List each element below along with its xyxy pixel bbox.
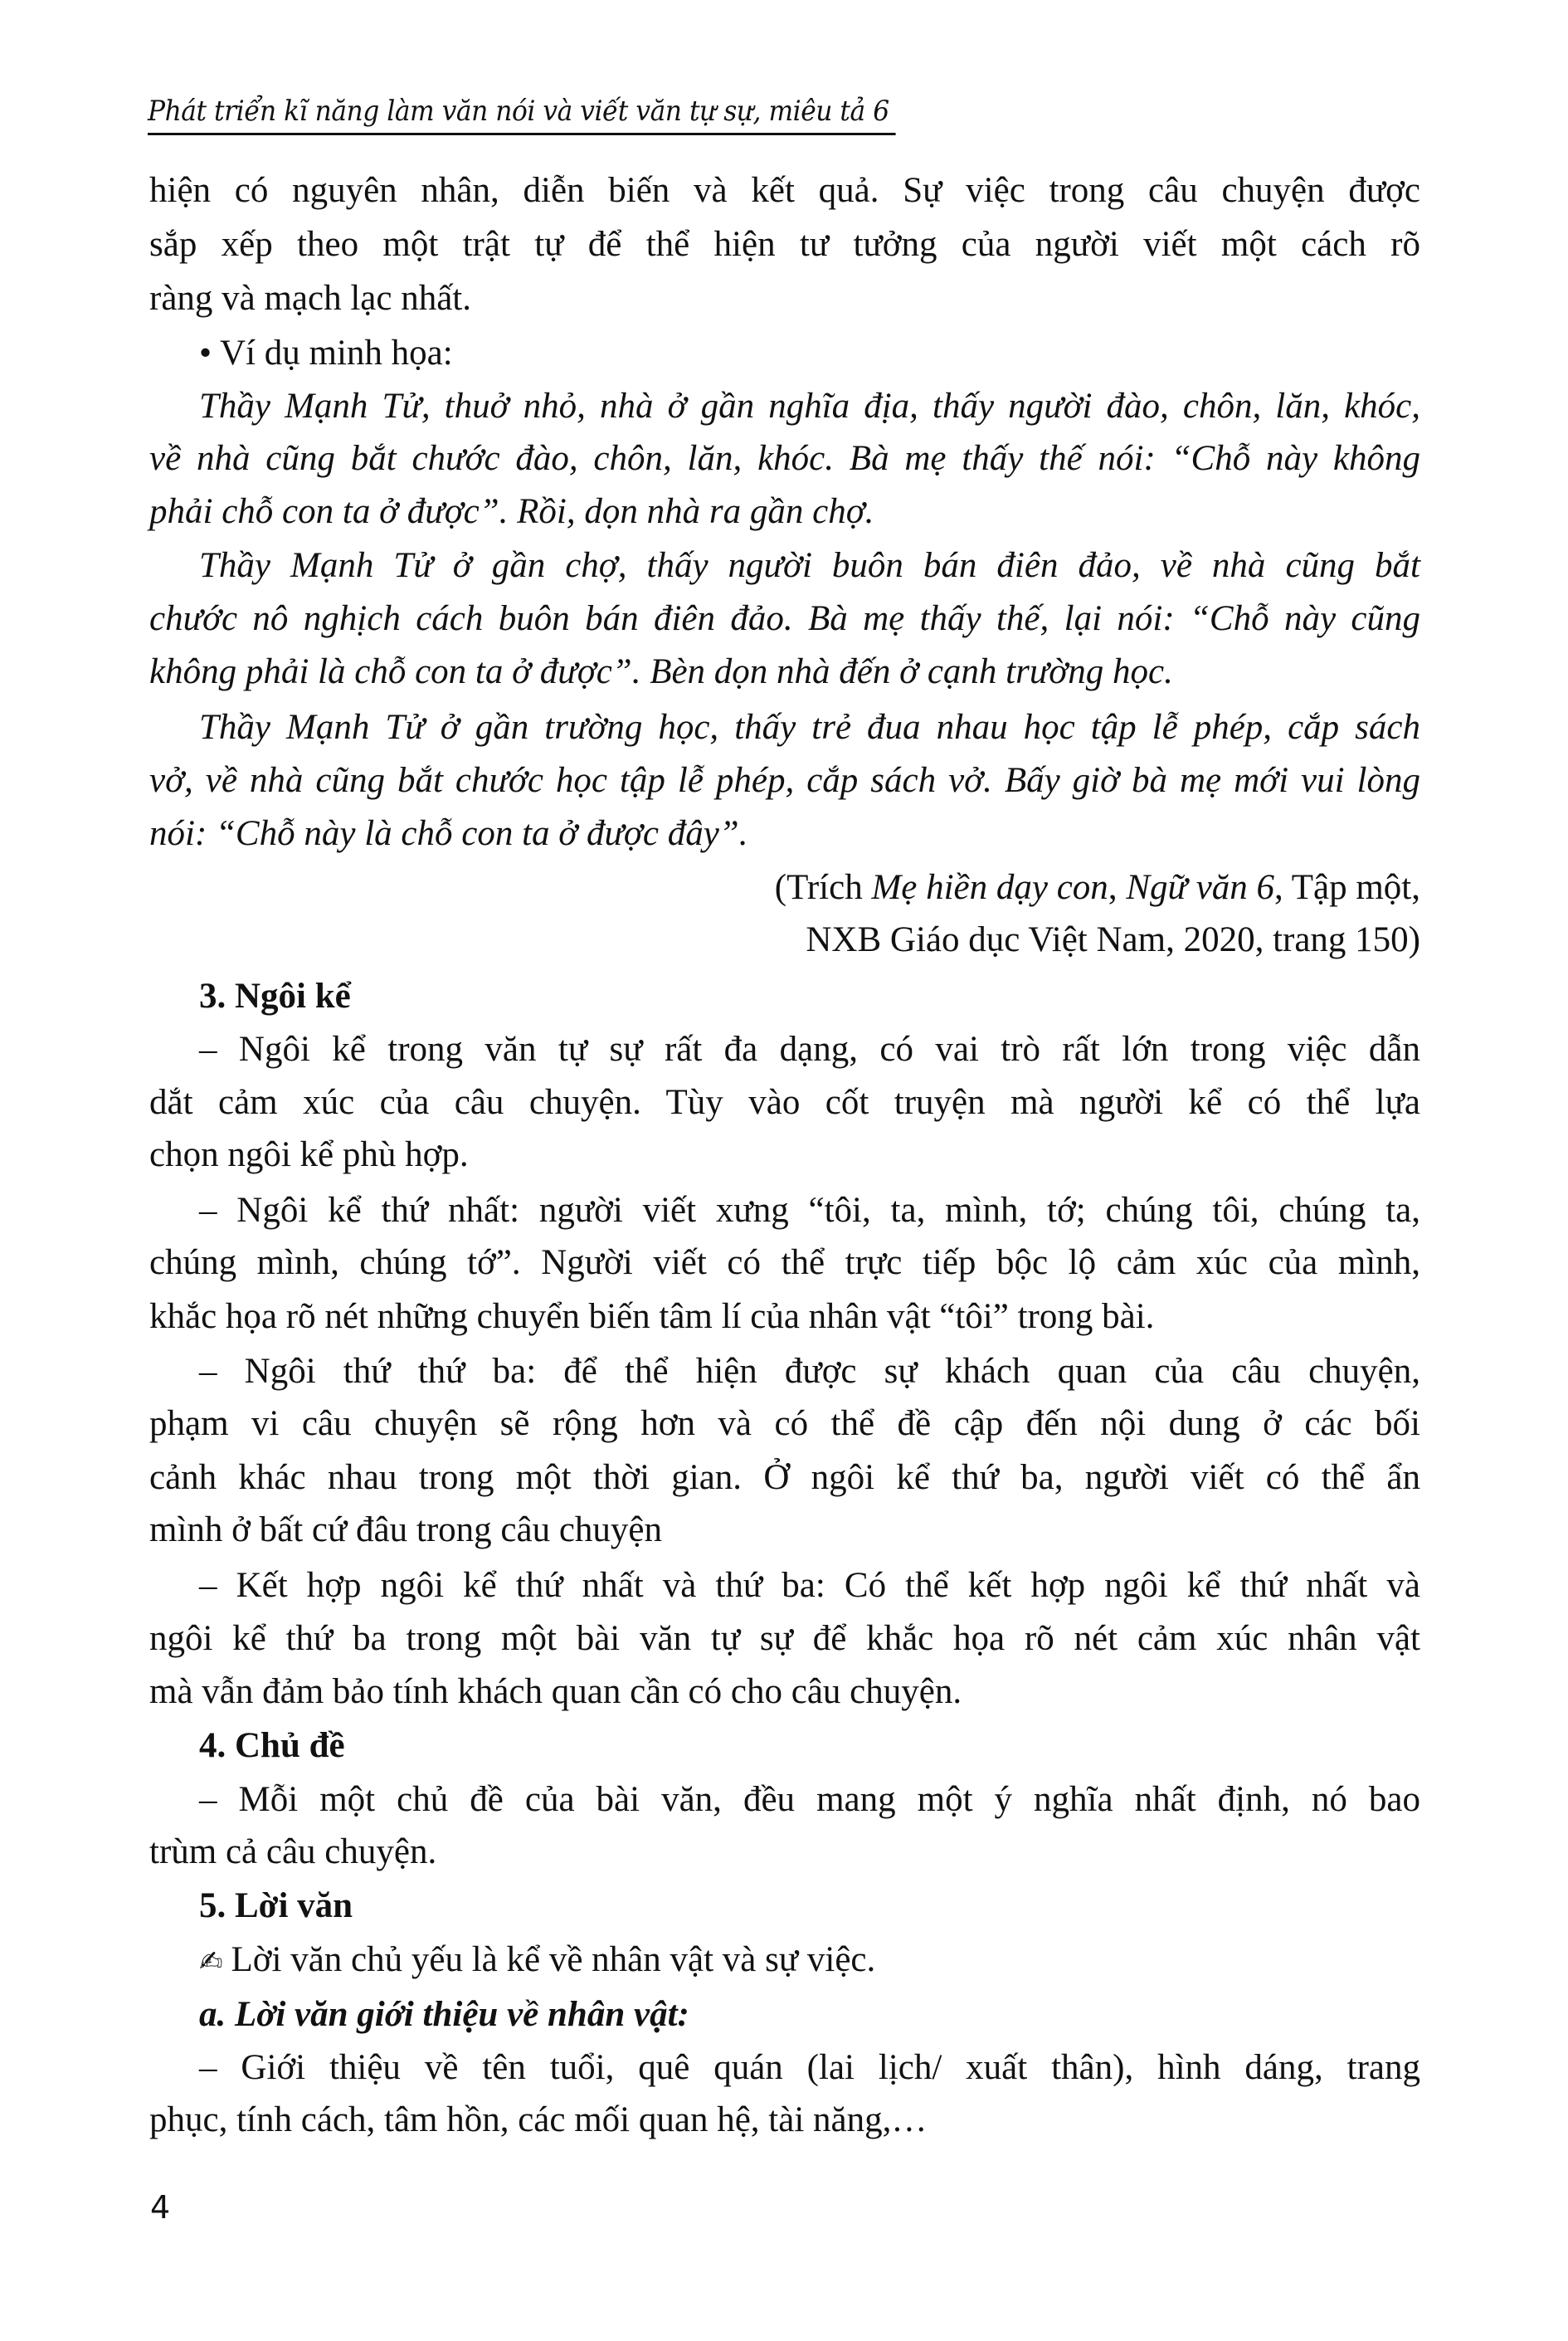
citation-separator: , bbox=[1108, 868, 1127, 907]
body-line: khắc họa rõ nét những chuyển biến tâm lí của nhân vật “tôi” trong bài. bbox=[149, 1297, 1155, 1336]
body-line: mà vẫn đảm bảo tính khách quan cần có cho câu chuyện. bbox=[149, 1672, 962, 1711]
section-heading-4: 4. Chủ đề bbox=[199, 1726, 345, 1765]
citation-line-2: NXB Giáo dục Việt Nam, 2020, trang 150) bbox=[806, 920, 1420, 959]
body-line: ràng và mạch lạc nhất. bbox=[149, 279, 472, 318]
example-line: Thầy Mạnh Tử ở gần chợ, thấy người buôn bán điên đảo, về nhà cũng bắt bbox=[199, 546, 1420, 585]
section-heading-3: 3. Ngôi kể bbox=[199, 977, 351, 1016]
note-text: Lời văn chủ yếu là kể về nhân vật và sự việc. bbox=[231, 1940, 876, 1979]
running-header: Phát triển kĩ năng làm văn nói và viết văn tự sự, miêu tả 6 bbox=[148, 90, 896, 135]
body-line: – Mỗi một chủ đề của bài văn, đều mang một ý nghĩa nhất định, nó bao bbox=[199, 1780, 1420, 1819]
citation-prefix: (Trích bbox=[774, 868, 872, 907]
section-heading-5: 5. Lời văn bbox=[199, 1886, 353, 1925]
example-line: không phải là chỗ con ta ở được”. Bèn dọn nhà đến ở cạnh trường học. bbox=[149, 652, 1173, 691]
citation-work-title: Mẹ hiền dạy con bbox=[871, 868, 1108, 907]
example-line: nói: “Chỗ này là chỗ con ta ở được đây”. bbox=[149, 814, 748, 853]
body-line: – Giới thiệu về tên tuổi, quê quán (lai lịch/ xuất thân), hình dáng, trang bbox=[199, 2048, 1420, 2087]
citation-line-1 bbox=[149, 863, 1420, 913]
page-number: 4 bbox=[150, 2189, 171, 2226]
note-line bbox=[199, 1935, 1420, 1985]
subheading-a: a. Lời văn giới thiệu về nhân vật: bbox=[199, 1995, 689, 2034]
body-line: chúng mình, chúng tớ”. Người viết có thể trực tiếp bộc lộ cảm xúc của mình, bbox=[149, 1243, 1420, 1282]
body-line: – Ngôi kể trong văn tự sự rất đa dạng, có vai trò rất lớn trong việc dẫn bbox=[199, 1030, 1420, 1069]
body-line: cảnh khác nhau trong một thời gian. Ở ngôi kể thứ ba, người viết có thể ẩn bbox=[149, 1458, 1420, 1497]
body-line: trùm cả câu chuyện. bbox=[149, 1832, 437, 1871]
body-line: mình ở bất cứ đâu trong câu chuyện bbox=[149, 1510, 662, 1549]
body-line: – Kết hợp ngôi kể thứ nhất và thứ ba: Có thể kết hợp ngôi kể thứ nhất và bbox=[199, 1566, 1420, 1605]
body-line: hiện có nguyên nhân, diễn biến và kết quả. Sự việc trong câu chuyện được bbox=[149, 171, 1420, 210]
body-line: sắp xếp theo một trật tự để thể hiện tư tưởng của người viết một cách rõ bbox=[149, 225, 1420, 264]
body-line: phạm vi câu chuyện sẽ rộng hơn và có thể đề cập đến nội dung ở các bối bbox=[149, 1404, 1420, 1443]
example-line: về nhà cũng bắt chước đào, chôn, lăn, khóc. Bà mẹ thấy thế nói: “Chỗ này không bbox=[149, 439, 1420, 478]
body-line: phục, tính cách, tâm hồn, các mối quan hệ, tài năng,… bbox=[149, 2100, 928, 2139]
example-line: Thầy Mạnh Tử ở gần trường học, thấy trẻ đua nhau học tập lễ phép, cắp sách bbox=[199, 708, 1420, 747]
example-line: vở, về nhà cũng bắt chước học tập lễ phép, cắp sách vở. Bấy giờ bà mẹ mới vui lòng bbox=[149, 761, 1420, 800]
example-line: phải chỗ con ta ở được”. Rồi, dọn nhà ra gần chợ. bbox=[149, 492, 874, 531]
example-line: chước nô nghịch cách buôn bán điên đảo. Bà mẹ thấy thế, lại nói: “Chỗ này cũng bbox=[149, 599, 1420, 638]
example-label: • Ví dụ minh họa: bbox=[199, 334, 453, 373]
example-line: Thầy Mạnh Tử, thuở nhỏ, nhà ở gần nghĩa địa, thấy người đào, chôn, lăn, khóc, bbox=[199, 387, 1420, 426]
citation-volume: , Tập một, bbox=[1274, 868, 1420, 907]
body-line: – Ngôi kể thứ nhất: người viết xưng “tôi, ta, mình, tớ; chúng tôi, chúng ta, bbox=[199, 1191, 1420, 1230]
body-line: dắt cảm xúc của câu chuyện. Tùy vào cốt truyện mà người kể có thể lựa bbox=[149, 1083, 1420, 1122]
body-line: – Ngôi thứ thứ ba: để thể hiện được sự khách quan của câu chuyện, bbox=[199, 1352, 1420, 1391]
body-line: chọn ngôi kể phù hợp. bbox=[149, 1135, 469, 1174]
body-line: ngôi kể thứ ba trong một bài văn tự sự để khắc họa rõ nét cảm xúc nhân vật bbox=[149, 1619, 1420, 1658]
writing-hand-icon: ✍ bbox=[199, 1945, 223, 1978]
citation-book-title: Ngữ văn 6 bbox=[1126, 868, 1275, 907]
